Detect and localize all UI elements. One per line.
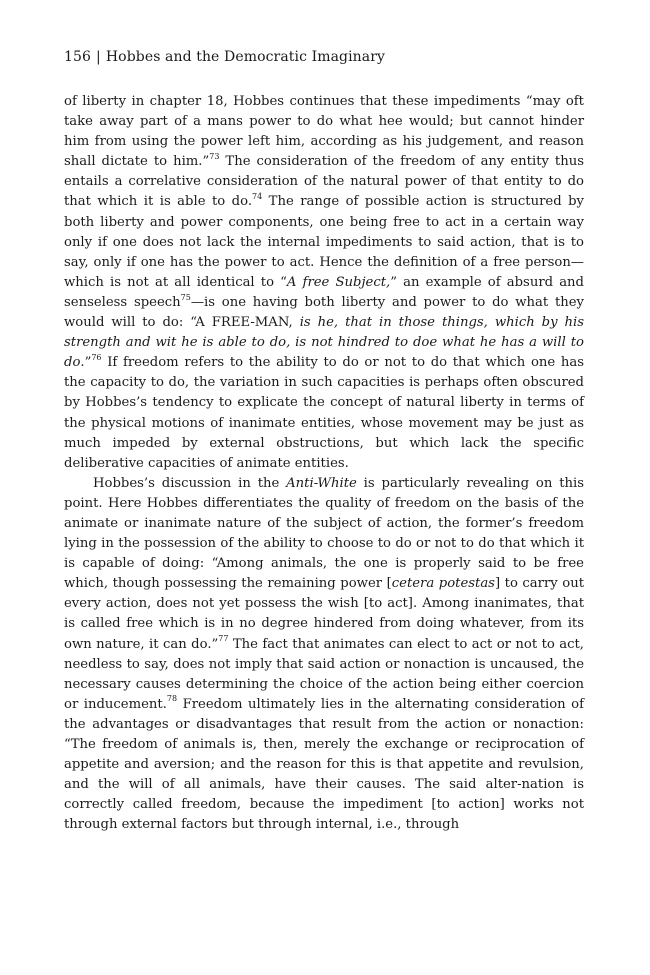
paragraph-1 [64,92,584,474]
footnote-ref: 73 [209,151,220,161]
footnote-ref: 77 [218,634,229,644]
text-run: If freedom refers to the ability to do or not to do that which one has the capacity to do, the variation in such capacities is perhaps often obscured by Hobbes’s tendency to explicate the concept of natural liberty in terms of the physical motions of inanimate entities, whose movement may be just as much impeded by external obstructions, but which lack the specific deliberative capacities of animate entities. [64,355,584,471]
text-run: The range of possible action is structured by both liberty and power components, one being free to act in a certain way only if one does not lack the internal impediments to said action, that is to say, only if one has the power to act. Hence the definition of a free person—which is not at all identical to “ [64,194,584,290]
text-run: Freedom ultimately lies in the alternating consideration of the advantages or disadvantages that result from the action or nonaction: “The freedom of animals is, then, merely the exchange or reciprocation of appetite and aversion; and the reason for this is that appetite and revulsion, and the will of all animals, have their causes. The said alter-nation is correctly called freedom, because the impediment [to action] works not through external factors but through internal, i.e., through [64,696,584,833]
body-text [64,92,584,835]
italic-text: is he, that in those things, which by his strength and wit he is able to do, is not hindred to doe what he has a will to do [64,315,584,371]
italic-text: Anti-White [286,475,357,491]
text-run: of liberty in chapter 18, Hobbes continues that these impediments “may oft take away part of a mans power to do what hee would; but cannot hinder him from using the power left him, according as his judgement, and reason shall dictate to him.” [64,94,584,170]
running-head-separator: | [96,49,101,65]
text-run: .” [80,355,92,371]
running-head [64,48,584,66]
text-run: is particularly revealing on this point. Here Hobbes differentiates the quality of freedom on the basis of the animate or inanimate nature of the subject of action, the former’s freedom lying in the possession of the ability to choose to do or not to do that which it is capable of doing: “Among animals, the one is properly said to be free which, though possessing the remaining power [ [64,475,584,592]
text-run: ] to carry out every action, does not yet possess the wish [to act]. Among inanimates, that is called free which is in no degree hindered from doing whatever, from its own nature, it can do.” [64,576,585,652]
book-title: Hobbes and the Democratic Imaginary [105,49,386,65]
footnote-ref: 76 [91,352,102,362]
text-run: The fact that animates can elect to act or not to act, needless to say, does not imply that said action or nonaction is uncaused, the necessary causes determining the choice of the action being either coercion or inducement. [64,636,584,712]
footnote-ref: 75 [180,292,191,302]
footnote-ref: 78 [166,694,178,704]
book-page [64,48,584,835]
footnote-ref: 74 [252,192,263,202]
italic-text: cetera potestas [391,576,495,592]
text-run: The consideration of the freedom of any entity thus entails a correlative consideration of the natural power of that entity to do that which it is able to do. [64,154,584,210]
italic-text: A free Subject, [286,274,391,290]
paragraph-2 [64,474,584,836]
text-run: Hobbes’s discussion in the [93,475,287,491]
text-run: ” an example of absurd and senseless speech [64,274,584,310]
page-number: 156 [64,49,92,65]
text-run: —is one having both liberty and power to do what they would will to do: “A FREE-MAN, [64,294,584,331]
